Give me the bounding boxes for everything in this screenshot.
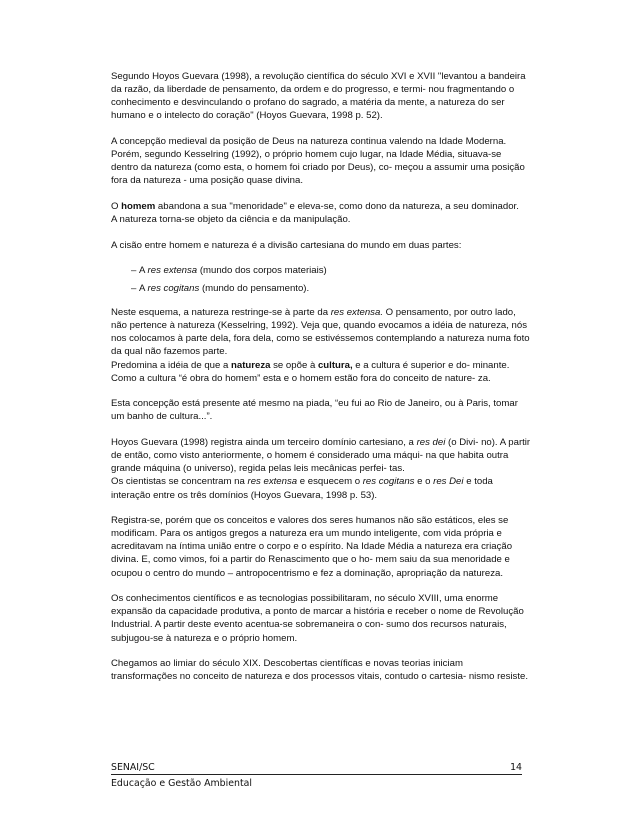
paragraph-5 bbox=[111, 306, 531, 385]
text-run: (mundo do pensamento). bbox=[199, 282, 310, 294]
paragraph-1: Segundo Hoyos Guevara (1998), a revolução científica do século XVI e XVII "levantou a bandeira da razão, da liberdade de pensamento, da ordem e do progresso, e termi- nou fragmentando o conhecimento e desvinculando o profano do sagrado, a matéria da mente, a natureza do ser humano e o intelecto do coração" (Hoyos Guevara, 1998 p. 52). bbox=[111, 71, 526, 122]
text-run: Neste esquema, a natureza restringe-se à parte da bbox=[111, 307, 331, 319]
dash-bullet: – bbox=[131, 282, 137, 294]
page-number: 14 bbox=[510, 762, 522, 773]
text-run: Predomina a idéia de que a bbox=[111, 359, 232, 371]
text-run: O bbox=[111, 200, 122, 212]
text-run: (mundo dos corpos materiais) bbox=[197, 265, 327, 277]
text-run: e toda interação entre os três domínios (Hoyos Guevara, 1998 p. 53). bbox=[111, 476, 493, 501]
paragraph-7-sentence-2 bbox=[111, 475, 531, 501]
italic-term: res cogitans bbox=[147, 282, 200, 294]
paragraph-3-line-2: A natureza torna-se objeto da ciência e da manipulação. bbox=[111, 214, 351, 226]
text-run: Os cientistas se concentram na bbox=[111, 476, 248, 488]
text-run: e esquecem o bbox=[297, 476, 363, 488]
italic-term: res cogitans bbox=[362, 476, 415, 488]
bold-term-natureza: natureza bbox=[231, 359, 271, 371]
list-item bbox=[131, 282, 531, 295]
italic-term: res extensa bbox=[147, 265, 198, 277]
text-run: se opõe à bbox=[270, 359, 318, 371]
paragraph-3-line-1 bbox=[111, 200, 531, 213]
text-run: abandona a sua "menoridade" e eleva-se, como dono da natureza, a seu dominador. bbox=[155, 200, 519, 212]
footer-rule bbox=[111, 761, 522, 775]
text-run: e o bbox=[414, 476, 434, 488]
paragraph-3 bbox=[111, 200, 531, 226]
paragraph-5-sentence-2 bbox=[111, 359, 531, 372]
dash-bullet: – bbox=[131, 265, 137, 277]
paragraph-10: Chegamos ao limiar do século XIX. Descobertas científicas e novas teorias iniciam transformações no conceito de natureza e dos processos vitais, contudo o cartesia- nismo resiste. bbox=[111, 658, 529, 683]
paragraph-9: Os conhecimentos científicos e as tecnologias possibilitaram, no século XVIII, uma enorme expansão da capacidade produtiva, a ponto de marcar a história e receber o nome de Revolução Industrial. A partir deste evento acentua-se sobremaneira o con- sumo dos recursos naturais, subjugou-se à natureza e o próprio homem. bbox=[111, 593, 524, 644]
page-footer bbox=[111, 761, 522, 790]
document-body bbox=[111, 70, 531, 696]
italic-term: res dei bbox=[416, 437, 446, 449]
list-item bbox=[131, 264, 531, 277]
text-run: e a cultura é superior e do- minante. bbox=[352, 359, 510, 371]
text-run: O pensamento, por outro lado, não pertence à natureza (Kesselring, 1992). Veja que, quando evocamos a idéia de natureza, nós nos colocamos à parte dela, fora dela, como se estivéssemos contemplando a natureza numa foto da qual não fazemos parte. bbox=[111, 307, 530, 358]
footer-course: Educação e Gestão Ambiental bbox=[111, 778, 252, 789]
bold-term-homem: homem bbox=[121, 200, 156, 212]
italic-term: res extensa bbox=[247, 476, 298, 488]
text-run: A bbox=[139, 282, 148, 294]
paragraph-4: A cisão entre homem e natureza é a divisão cartesiana do mundo em duas partes: bbox=[111, 239, 462, 251]
text-run: Hoyos Guevara (1998) registra ainda um terceiro domínio cartesiano, a bbox=[111, 437, 417, 449]
italic-term: res extensa. bbox=[330, 307, 383, 319]
italic-term: res Dei bbox=[433, 476, 464, 488]
cartesian-parts-list bbox=[111, 264, 531, 294]
bold-term-cultura: cultura, bbox=[317, 359, 353, 371]
paragraph-7-sentence-1 bbox=[111, 436, 531, 475]
paragraph-8: Registra-se, porém que os conceitos e valores dos seres humanos não são estáticos, eles se modificam. Para os antigos gregos a natureza era um mundo inteligente, com vida própria e acreditavam na íntima união entre o corpo e o espírito. Na Idade Média a natureza era criação divina. E, como vimos, foi a partir do Renascimento que o ho- mem saiu da sua menoridade e ocupou o centro do mundo – antropocentrismo e fez a dominação, apropriação da natureza. bbox=[111, 515, 513, 579]
footer-org: SENAI/SC bbox=[111, 762, 155, 773]
paragraph-7 bbox=[111, 436, 531, 501]
text-run: (o Divi- no). A partir de então, como visto anteriormente, o homem é considerado uma máqui- na que habita outra grande máquina (o universo), regida pelas leis mecânicas perfei- tas. bbox=[111, 437, 531, 475]
paragraph-6: Esta concepção está presente até mesmo na piada, “eu fui ao Rio de Janeiro, ou à Paris, tomar um banho de cultura...”. bbox=[111, 398, 518, 423]
paragraph-5-sentence-1 bbox=[111, 306, 531, 358]
paragraph-5-sentence-3: Como a cultura “é obra do homem” esta e o homem estão fora do conceito de nature- za. bbox=[111, 372, 491, 384]
text-run: A bbox=[139, 265, 148, 277]
paragraph-2: A concepção medieval da posição de Deus na natureza continua valendo na Idade Moderna. Porém, segundo Kesselring (1992), o próprio homem cujo lugar, na Idade Média, situava-se dentro da natureza (como esta, o homem foi criado por Deus), co- meçou a assumir uma posição fora da natureza - uma posição quase divina. bbox=[111, 135, 525, 187]
